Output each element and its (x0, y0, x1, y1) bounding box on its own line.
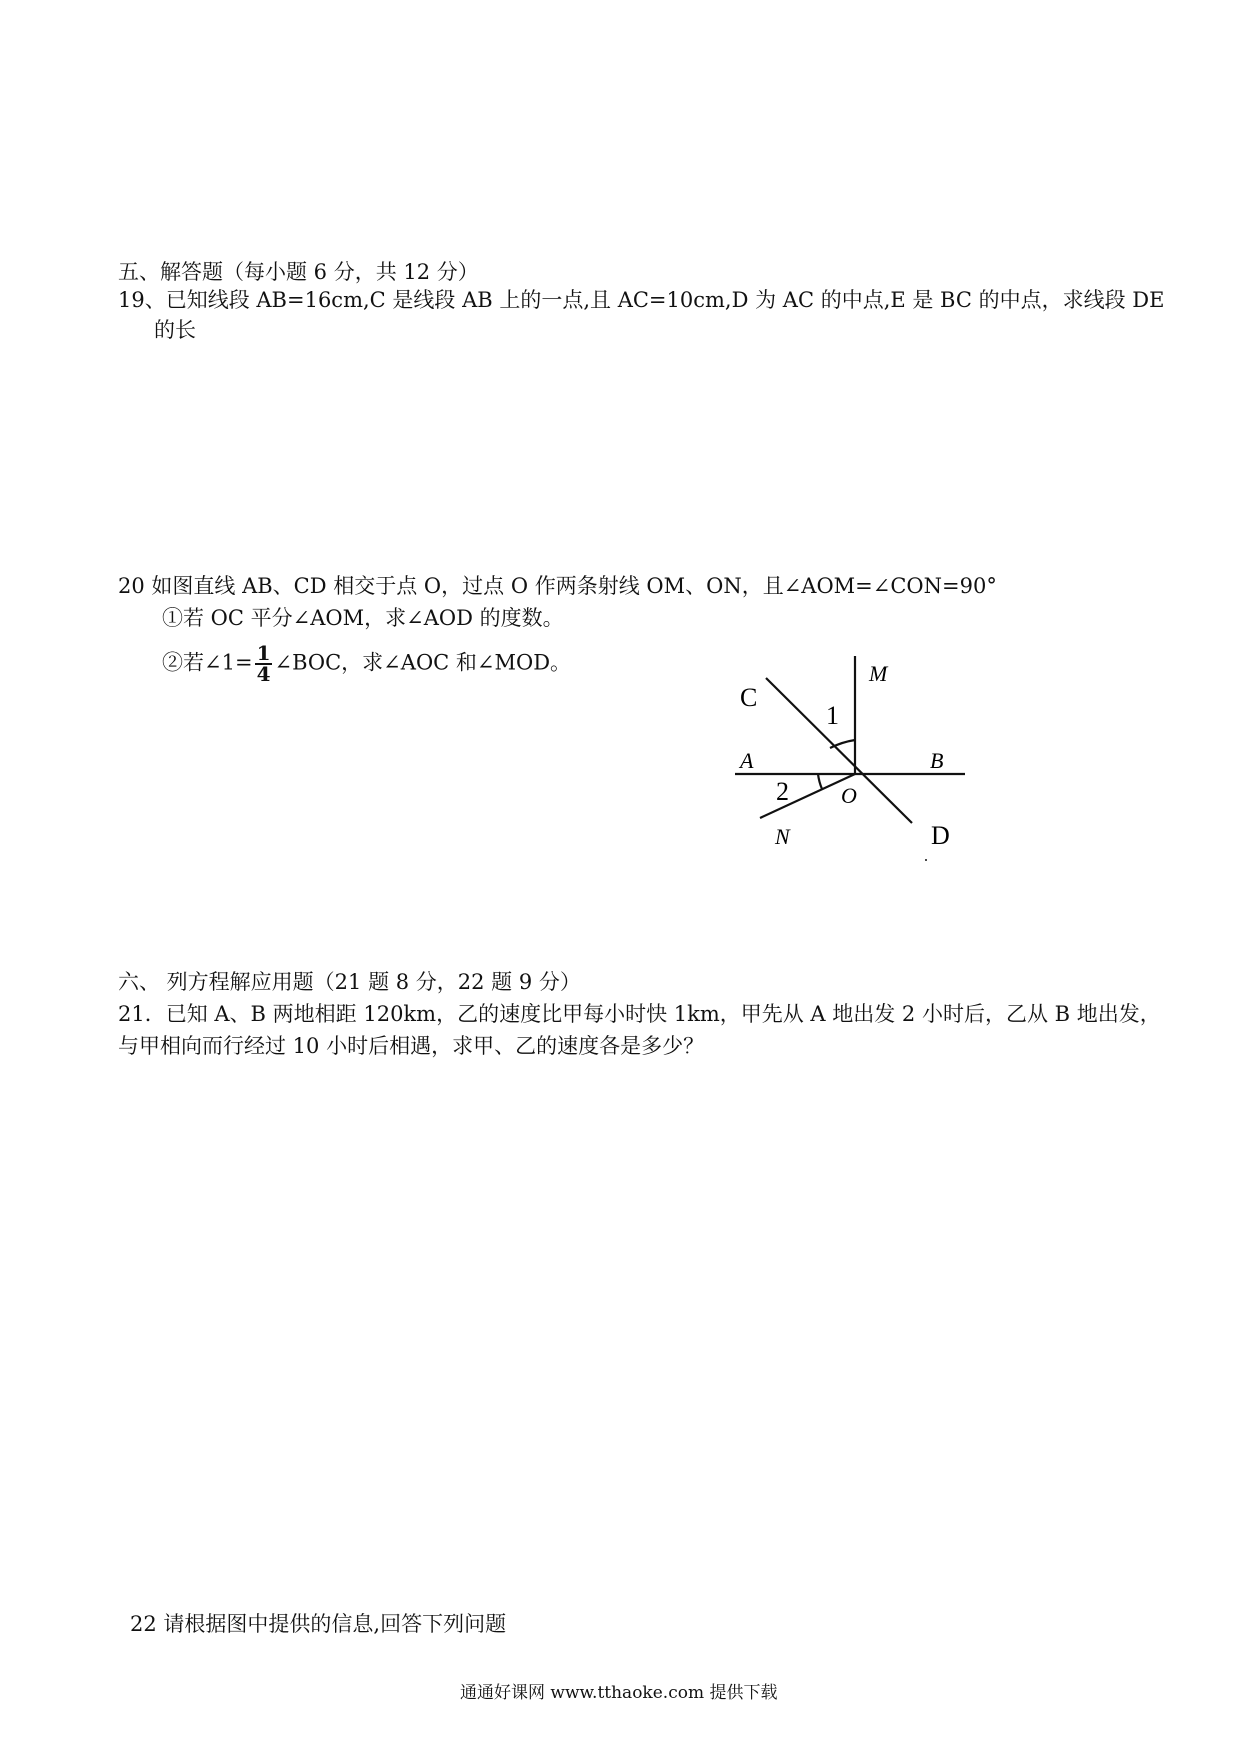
angle-2-arc (818, 774, 822, 789)
label-d: D (931, 821, 950, 850)
label-n: N (775, 824, 790, 849)
page-footer: 通通好课网 www.tthaoke.com 提供下载 (460, 1683, 778, 1703)
label-b: B (930, 748, 944, 773)
fraction-denominator: 4 (256, 662, 271, 686)
section-5-heading: 五、解答题（每小题 6 分，共 12 分） (118, 260, 479, 284)
question-21-line-2: 与甲相向而行经过 10 小时后相遇，求甲、乙的速度各是多少？ (118, 1034, 705, 1058)
part-2-suffix: ∠BOC，求∠AOC 和∠MOD。 (274, 650, 572, 675)
label-angle-2: 2 (776, 777, 789, 806)
label-c: C (740, 683, 758, 712)
stray-dot (925, 859, 927, 861)
question-22-line-1: 22 请根据图中提供的信息,回答下列问题 (130, 1612, 507, 1636)
fraction-numerator: 1 (256, 641, 271, 665)
question-19-line-1: 19、已知线段 AB=16cm,C 是线段 AB 上的一点,且 AC=10cm,D 为 AC 的中点,E 是 BC 的中点，求线段 DE (118, 288, 1165, 312)
label-a: A (740, 748, 754, 773)
question-21-line-1: 21．已知 A、B 两地相距 120km，乙的速度比甲每小时快 1km，甲先从 A 地出发 2 小时后，乙从 B 地出发， (118, 1002, 1161, 1026)
question-20-part-1: ①若 OC 平分∠AOM，求∠AOD 的度数。 (162, 606, 564, 630)
question-20-stem: 20 如图直线 AB、CD 相交于点 O，过点 O 作两条射线 OM、ON，且∠AOM=∠CON=90° (118, 574, 997, 598)
label-o: O (841, 783, 857, 808)
section-6-heading: 六、 列方程解应用题（21 题 8 分，22 题 9 分） (118, 970, 581, 994)
label-m: M (869, 661, 888, 686)
label-angle-1: 1 (826, 701, 839, 730)
part-2-prefix: ②若∠1= (162, 650, 253, 675)
question-19-line-2: 的长 (154, 318, 196, 342)
